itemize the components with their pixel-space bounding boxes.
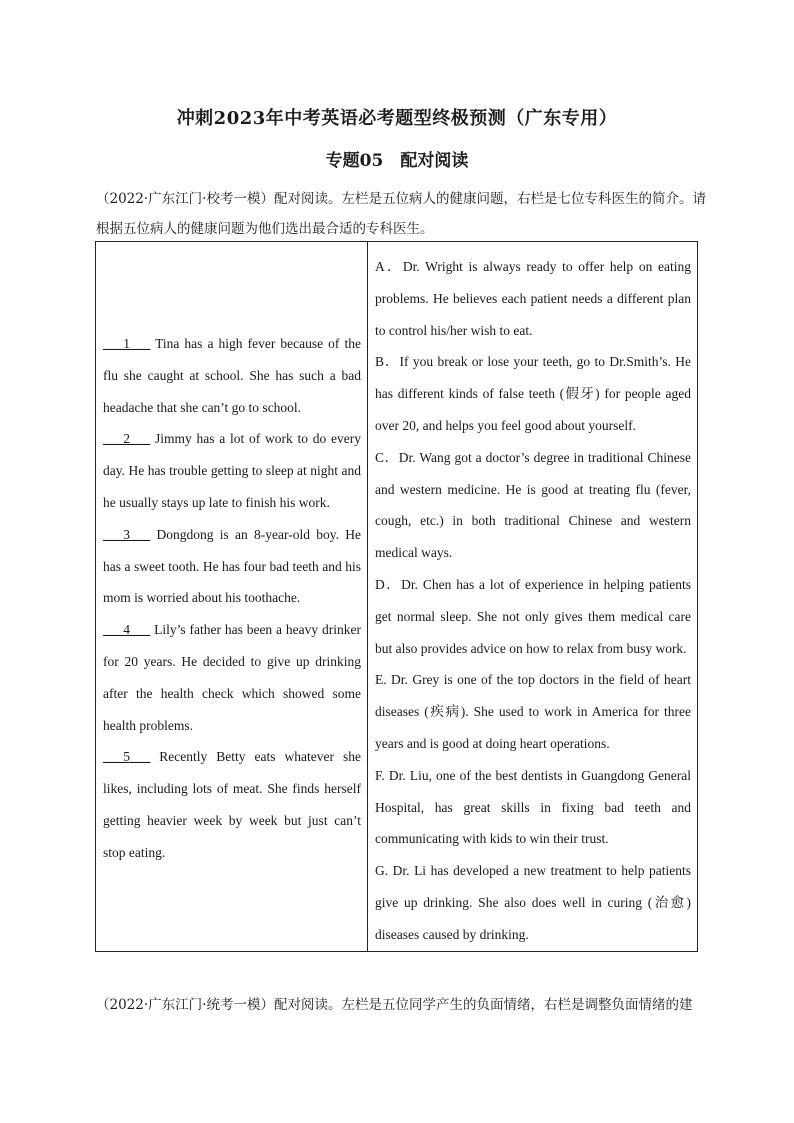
answer-blank-5[interactable]: ___5___ bbox=[103, 749, 151, 765]
patient-item: ___3___ Dongdong is an 8-year-old boy. He has a sweet tooth. He has four bad teeth and his mom is worried about his toothache. bbox=[103, 526, 361, 606]
doctor-option-e: E. Dr. Grey is one of the top doctors in the field of heart diseases (疾病). She used to work in America for three years and is good at doing heart operations. bbox=[375, 672, 691, 751]
document-title: 冲刺2023年中考英语必考题型终极预测（广东专用） bbox=[176, 108, 618, 129]
doctor-option-g: G. Dr. Li has developed a new treatment to help patients give up drinking. She also does well in curing (治愈) diseases caused by drinking. bbox=[375, 863, 691, 942]
intro-paragraph: （2022·广东江门·校考一模）配对阅读。左栏是五位病人的健康问题，右栏是七位专科医生的简介。请根据五位病人的健康问题为他们选出最合适的专科医生。 bbox=[96, 191, 706, 237]
doctor-option-b: B．If you break or lose your teeth, go to Dr.Smith’s. He has different kinds of false teeth (假牙) for people aged over 20, and helps you feel good about yourself. bbox=[375, 354, 691, 433]
patient-item: ___2___ Jimmy has a lot of work to do every day. He has trouble getting to sleep at night and he usually stays up late to finish his work. bbox=[103, 431, 361, 510]
patient-item: ___5___ Recently Betty eats whatever she likes, including lots of meat. She finds herself getting heavier week by week but just can’t stop eating. bbox=[103, 749, 361, 860]
doctor-option-c: C．Dr. Wang got a doctor’s degree in traditional Chinese and western medicine. He is good at treating flu (fever, cough, etc.) in both traditional Chinese and western medical ways. bbox=[375, 449, 691, 561]
matching-table bbox=[95, 241, 698, 952]
answer-blank-1[interactable]: ___1___ bbox=[103, 336, 151, 351]
doctor-option-d: D．Dr. Chen has a lot of experience in helping patients get normal sleep. She not only gives them medical care but also provides advice on how to relax from busy work. bbox=[375, 576, 691, 656]
answer-blank-3[interactable]: ___3___ bbox=[103, 526, 151, 542]
patient-item: ___1___ Tina has a high fever because of the flu she caught at school. She has such a bad headache that she can’t go to school. bbox=[103, 336, 361, 415]
doctor-option-f: F. Dr. Liu, one of the best dentists in Guangdong General Hospital, has great skills in fixing bad teeth and communicating with kids to win their trust. bbox=[375, 767, 691, 847]
patients-column bbox=[103, 328, 361, 869]
answer-blank-4[interactable]: ___4___ bbox=[103, 622, 151, 638]
doctor-option-a: A．Dr. Wright is always ready to offer help on eating problems. He believes each patient needs a different plan to control his/her wish to eat. bbox=[375, 259, 691, 338]
patient-item: ___4___ Lily’s father has been a heavy drinker for 20 years. He decided to give up drinking after the health check which showed some health problems. bbox=[103, 622, 361, 733]
column-divider bbox=[367, 242, 368, 951]
answer-blank-2[interactable]: ___2___ bbox=[103, 431, 151, 447]
next-question-intro: （2022·广东江门·统考一模）配对阅读。左栏是五位同学产生的负面情绪，右栏是调整负面情绪的建 bbox=[96, 997, 693, 1013]
section-subtitle: 专题05 配对阅读 bbox=[325, 151, 469, 171]
doctors-column bbox=[375, 251, 691, 951]
